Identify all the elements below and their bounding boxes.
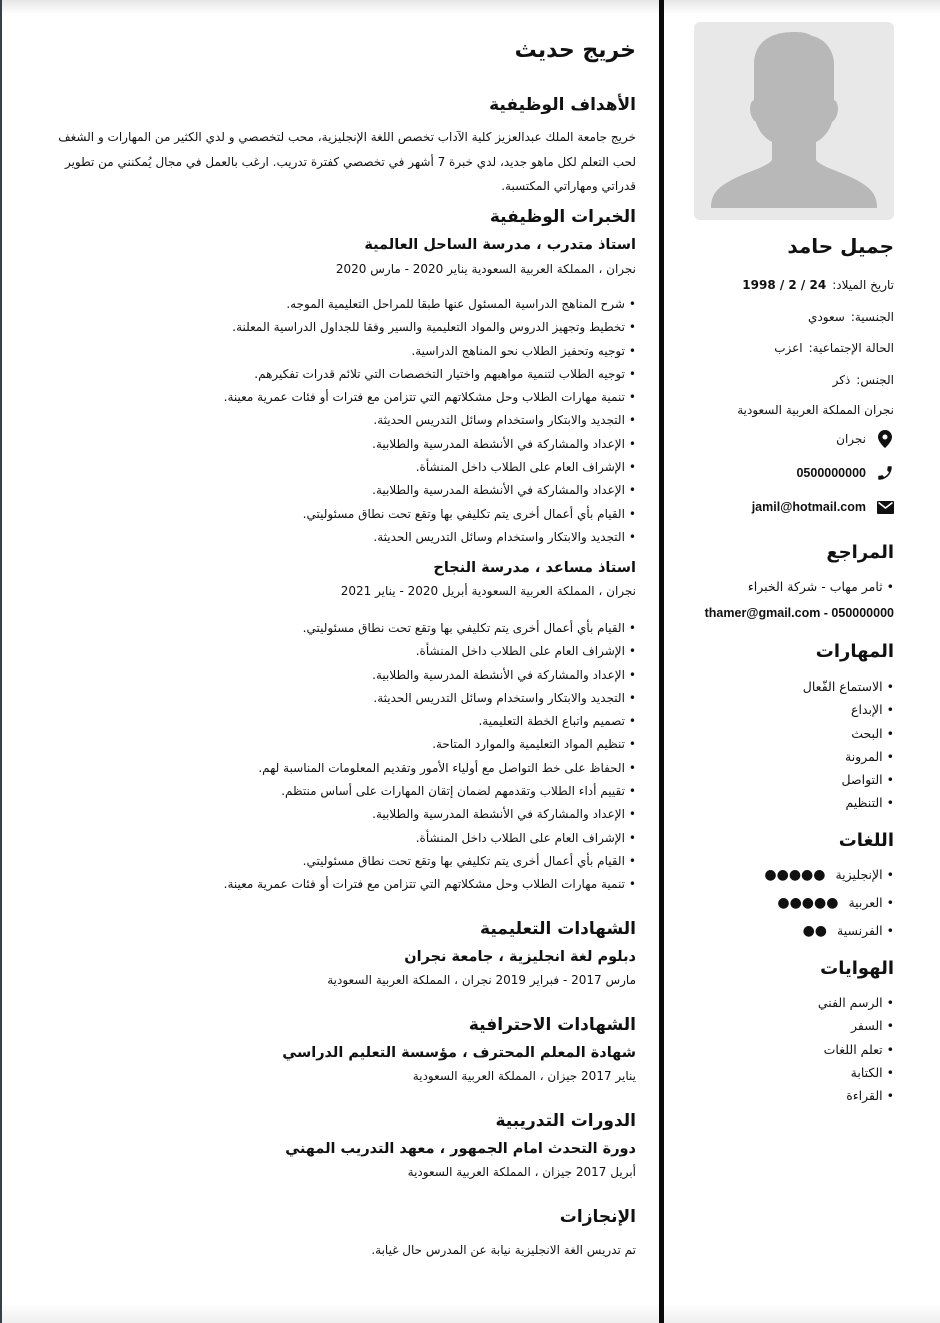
info-label: تاريخ الميلاد: bbox=[832, 278, 894, 292]
hobby-item: • السفر bbox=[818, 1014, 894, 1037]
proficiency-dots-icon: ●●●●● bbox=[777, 895, 839, 911]
duty-item: • التجديد والابتكار واستخدام وسائل التدريس الحديثة. bbox=[224, 687, 636, 710]
contact-phone bbox=[796, 464, 894, 482]
info-value: سعودي bbox=[808, 310, 845, 324]
job-title: استاذ متدرب ، مدرسة الساحل العالمية bbox=[364, 237, 636, 253]
education-meta: مارس 2017 - فبراير 2019 نجران ، المملكة العربية السعودية bbox=[327, 973, 636, 987]
languages-heading: اللغات bbox=[838, 830, 894, 851]
full-name: جميل حامد bbox=[787, 234, 894, 258]
marital-status bbox=[774, 341, 894, 355]
language-name: الفرنسية bbox=[837, 923, 883, 938]
education-title: دبلوم لغة انجليزية ، جامعة نجران bbox=[404, 949, 636, 965]
duty-item: • تنمية مهارات الطلاب وحل مشكلاتهم التي تتزامن مع فترات أو فئات عمرية معينة. bbox=[224, 386, 636, 409]
contact-email bbox=[752, 500, 894, 514]
resume-sidebar bbox=[664, 0, 940, 1323]
hobbies-heading: الهوايات bbox=[820, 958, 894, 979]
duty-item: • الإعداد والمشاركة في الأنشطة المدرسية والطلابية. bbox=[224, 803, 636, 826]
achievement-text: تم تدريس الغة الانجليزية نيابة عن المدرس حال غيابة. bbox=[371, 1243, 636, 1257]
info-label: الجنسية: bbox=[850, 310, 894, 324]
experience-heading: الخبرات الوظيفية bbox=[489, 207, 636, 227]
language-item bbox=[764, 917, 894, 945]
duty-item: • توجيه وتحفيز الطلاب نحو المناهج الدراسية. bbox=[224, 340, 636, 363]
skills-list bbox=[803, 675, 894, 815]
info-value: ذكر bbox=[832, 373, 851, 387]
proficiency-dots-icon: ●● bbox=[802, 923, 828, 939]
page-top-shadow bbox=[0, 0, 940, 14]
language-item bbox=[764, 861, 894, 889]
objective-text: خريج جامعة الملك عبدالعزيز كلية الآداب تخصص اللغة الإنجليزية، محب لتخصصي و لدي الكثير من المهارات و الشغف لحب التعلم لكل ماهو جديد، لدي خبرة 7 أشهر في تخصصي كفترة تدريب. ارغب بالعمل في مجال يُمكنني من تطوير قدراتي ومهاراتي المكتسبة. bbox=[58, 130, 636, 193]
phone-icon bbox=[876, 464, 894, 482]
job-meta: نجران ، المملكة العربية السعودية يناير 2020 - مارس 2020 bbox=[335, 262, 636, 276]
duty-item: • تخطيط وتجهيز الدروس والمواد التعليمية والسير وفقا للجداول الدراسية المعلنة. bbox=[224, 316, 636, 339]
hobby-item: • الرسم الفني bbox=[818, 991, 894, 1014]
job-title: استاذ مساعد ، مدرسة النجاح bbox=[433, 560, 636, 576]
phone-number[interactable]: 0500000000 bbox=[796, 466, 866, 480]
job-duties-list bbox=[224, 617, 636, 897]
certification-title: شهادة المعلم المحترف ، مؤسسة التعليم الدراسي bbox=[282, 1045, 636, 1061]
job-meta: نجران ، المملكة العربية السعودية أبريل 2020 - يناير 2021 bbox=[340, 584, 636, 598]
resume-main bbox=[40, 0, 636, 1323]
page-bottom-shadow bbox=[0, 1303, 940, 1323]
hobby-item: • تعلم اللغات bbox=[818, 1038, 894, 1061]
skill-item: • المرونة bbox=[803, 745, 894, 768]
profile-photo bbox=[694, 22, 894, 220]
certification-meta: يناير 2017 جيزان ، المملكة العربية السعودية bbox=[412, 1069, 636, 1083]
duty-item: • الإشراف العام على الطلاب داخل المنشأة. bbox=[224, 456, 636, 479]
hobbies-list bbox=[818, 991, 894, 1107]
contact-location bbox=[836, 430, 894, 448]
duty-item: • تصميم واتباع الخطة التعليمية. bbox=[224, 710, 636, 733]
duty-item: • توجيه الطلاب لتنمية مواهبهم واختيار التخصصات التي تلائم قدرات تفكيرهم. bbox=[224, 363, 636, 386]
reference-item: • ثامر مهاب - شركة الخبراء bbox=[748, 575, 894, 598]
duty-item: • التجديد والابتكار واستخدام وسائل التدريس الحديثة. bbox=[224, 526, 636, 549]
languages-list bbox=[764, 861, 894, 945]
education-heading: الشهادات التعليمية bbox=[480, 919, 636, 939]
info-label: الجنس: bbox=[856, 373, 894, 387]
skill-item: • التواصل bbox=[803, 768, 894, 791]
info-value: 1998 / 2 / 24 bbox=[742, 278, 827, 292]
duty-item: • الإعداد والمشاركة في الأنشطة المدرسية والطلابية. bbox=[224, 433, 636, 456]
duty-item: • تنمية مهارات الطلاب وحل مشكلاتهم التي تتزامن مع فترات أو فئات عمرية معينة. bbox=[224, 873, 636, 896]
language-name: الإنجليزية bbox=[835, 867, 883, 882]
skill-item: • الإبداع bbox=[803, 698, 894, 721]
hobby-item: • الكتابة bbox=[818, 1061, 894, 1084]
duty-item: • تقييم أداء الطلاب وتقدمهم لضمان إتقان المهارات على أساس منتظم. bbox=[224, 780, 636, 803]
duty-item: • الإعداد والمشاركة في الأنشطة المدرسية والطلابية. bbox=[224, 664, 636, 687]
duty-item: • القيام بأي أعمال أخرى يتم تكليفي بها وتقع تحت نطاق مسئوليتي. bbox=[224, 503, 636, 526]
language-name: العربية bbox=[848, 895, 883, 910]
duty-item: • الإعداد والمشاركة في الأنشطة المدرسية والطلابية. bbox=[224, 479, 636, 502]
location-pin-icon bbox=[876, 430, 894, 448]
achievements-heading: الإنجازات bbox=[559, 1207, 636, 1227]
info-label: الحالة الإجتماعية: bbox=[808, 341, 894, 355]
hobby-item: • القراءة bbox=[818, 1084, 894, 1107]
job-duties-list bbox=[224, 293, 636, 549]
window-left-edge bbox=[0, 0, 2, 1323]
duty-item: • القيام بأي أعمال أخرى يتم تكليفي بها وتقع تحت نطاق مسئوليتي. bbox=[224, 850, 636, 873]
proficiency-dots-icon: ●●●●● bbox=[764, 867, 826, 883]
certifications-heading: الشهادات الاحترافية bbox=[468, 1015, 636, 1035]
resume-title: خريج حديث bbox=[514, 38, 636, 63]
course-meta: أبريل 2017 جيزان ، المملكة العربية السعودية bbox=[407, 1165, 636, 1179]
courses-heading: الدورات التدريبية bbox=[495, 1111, 636, 1131]
skill-item: • التنظيم bbox=[803, 791, 894, 814]
objective-heading: الأهداف الوظيفية bbox=[489, 95, 636, 115]
person-silhouette-icon bbox=[694, 22, 894, 220]
language-item bbox=[764, 889, 894, 917]
reference-contact: thamer@gmail.com - 050000000 bbox=[704, 606, 894, 620]
column-divider bbox=[659, 0, 664, 1323]
email-address[interactable]: jamil@hotmail.com bbox=[751, 500, 866, 514]
duty-item: • تنظيم المواد التعليمية والموارد المتاحة. bbox=[224, 733, 636, 756]
duty-item: • الإشراف العام على الطلاب داخل المنشأة. bbox=[224, 640, 636, 663]
nationality bbox=[808, 310, 894, 324]
duty-item: • التجديد والابتكار واستخدام وسائل التدريس الحديثة. bbox=[224, 409, 636, 432]
birth-date bbox=[742, 278, 894, 292]
duty-item: • شرح المناهج الدراسية المسئول عنها طبقا للمراحل التعليمية الموجه. bbox=[224, 293, 636, 316]
address: نجران المملكة العربية السعودية bbox=[737, 403, 894, 417]
location-text: نجران bbox=[836, 432, 866, 446]
skill-item: • البحث bbox=[803, 722, 894, 745]
duty-item: • الإشراف العام على الطلاب داخل المنشأة. bbox=[224, 827, 636, 850]
references-heading: المراجع bbox=[826, 542, 894, 563]
info-value: اعزب bbox=[774, 341, 803, 355]
skills-heading: المهارات bbox=[815, 641, 894, 662]
references-list bbox=[748, 575, 894, 598]
envelope-icon bbox=[876, 501, 894, 514]
duty-item: • الحفاظ على خط التواصل مع أولياء الأمور وتقديم المعلومات المناسبة لهم. bbox=[224, 757, 636, 780]
skill-item: • الاستماع الفّعال bbox=[803, 675, 894, 698]
course-title: دورة التحدث امام الجمهور ، معهد التدريب المهني bbox=[285, 1141, 636, 1157]
duty-item: • القيام بأي أعمال أخرى يتم تكليفي بها وتقع تحت نطاق مسئوليتي. bbox=[224, 617, 636, 640]
gender bbox=[833, 373, 894, 387]
